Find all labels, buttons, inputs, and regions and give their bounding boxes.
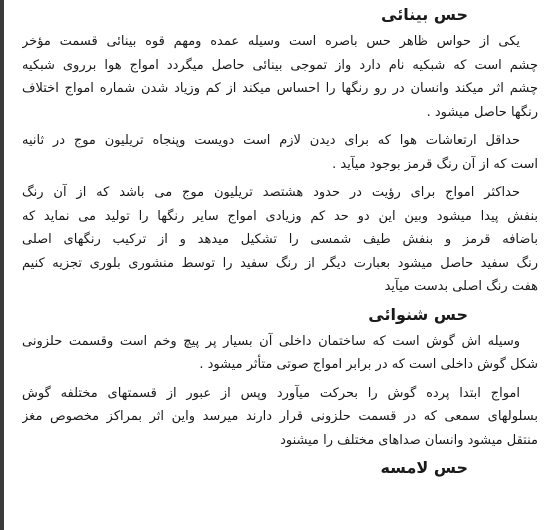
text-line: یکی از حواس ظاهر حس باصره است وسیله عمده ومهم قوه بینائی قسمت مؤخر (22, 34, 520, 49)
section-title-hearing: حس شنوائی (368, 304, 468, 324)
text-line: منتقل میشود وانسان صداهای مختلف را میشنود (280, 432, 538, 448)
text-line: حداکثر امواج برای رؤیت در حدود هشتصد تریلیون موج می باشد که از آن رنگ (22, 185, 520, 200)
text-line: باضافه قرمز و بنفش طیف شمسی را تشکیل میدهد و از ترکیب رنگهای اصلی (22, 232, 538, 247)
text-line: رنگها حاصل میشود . (426, 104, 538, 120)
text-line: بنفش پیدا میشود وبین این دو حد کم وزیادی امواج سایر رنگها را تولید می نماید که (22, 208, 538, 224)
paragraph (22, 30, 538, 124)
text-line: هفت رنگ اصلی بدست میآید (384, 279, 538, 294)
text-line: رنگ سفید حاصل میشود بعبارت دیگر از رنگ سفید را توسط منشوری بلوری تجزیه کنیم (22, 255, 538, 271)
scan-edge (0, 0, 4, 530)
document-page (22, 4, 538, 530)
paragraph (22, 181, 538, 299)
section-title-sight: حس بینائی (381, 5, 468, 24)
text-line: چشم اثر میکند وانسان در رو رنگها را احساس میکند از کم وزیاد شدن شماره امواج اختلاف (22, 81, 538, 96)
paragraph (22, 382, 538, 453)
paragraph (22, 330, 538, 377)
text-line: شکل گوش داخلی است که در برابر امواج صوتی متأثر میشود . (199, 357, 538, 372)
section-title-touch: حس لامسه (380, 458, 468, 477)
paragraph (22, 129, 538, 176)
text-line: بسلولهای سمعی که در قسمت حلزونی قرار دارند میرسد واین اثر بمراکز مخصوص مغز (22, 409, 538, 424)
text-line: وسیله اش گوش است که ساختمان داخلی آن بسیار پر پیچ وخم است وقسمت حلزونی (22, 333, 520, 349)
text-line: است که از آن رنگ قرمز بوجود میآید . (332, 156, 538, 172)
text-line: امواج ابتدا پرده گوش را بحرکت میآورد وپس از عبور از قسمتهای مختلفه گوش (22, 385, 520, 401)
text-line: حداقل ارتعاشات هوا که برای دیدن لازم است دویست وپنجاه تریلیون موج در ثانیه (22, 133, 520, 148)
text-line: چشم است که شبکیه نام دارد واز تموجی بینائی حاصل میگردد امواج هوا برروی شبکیه (22, 57, 538, 73)
